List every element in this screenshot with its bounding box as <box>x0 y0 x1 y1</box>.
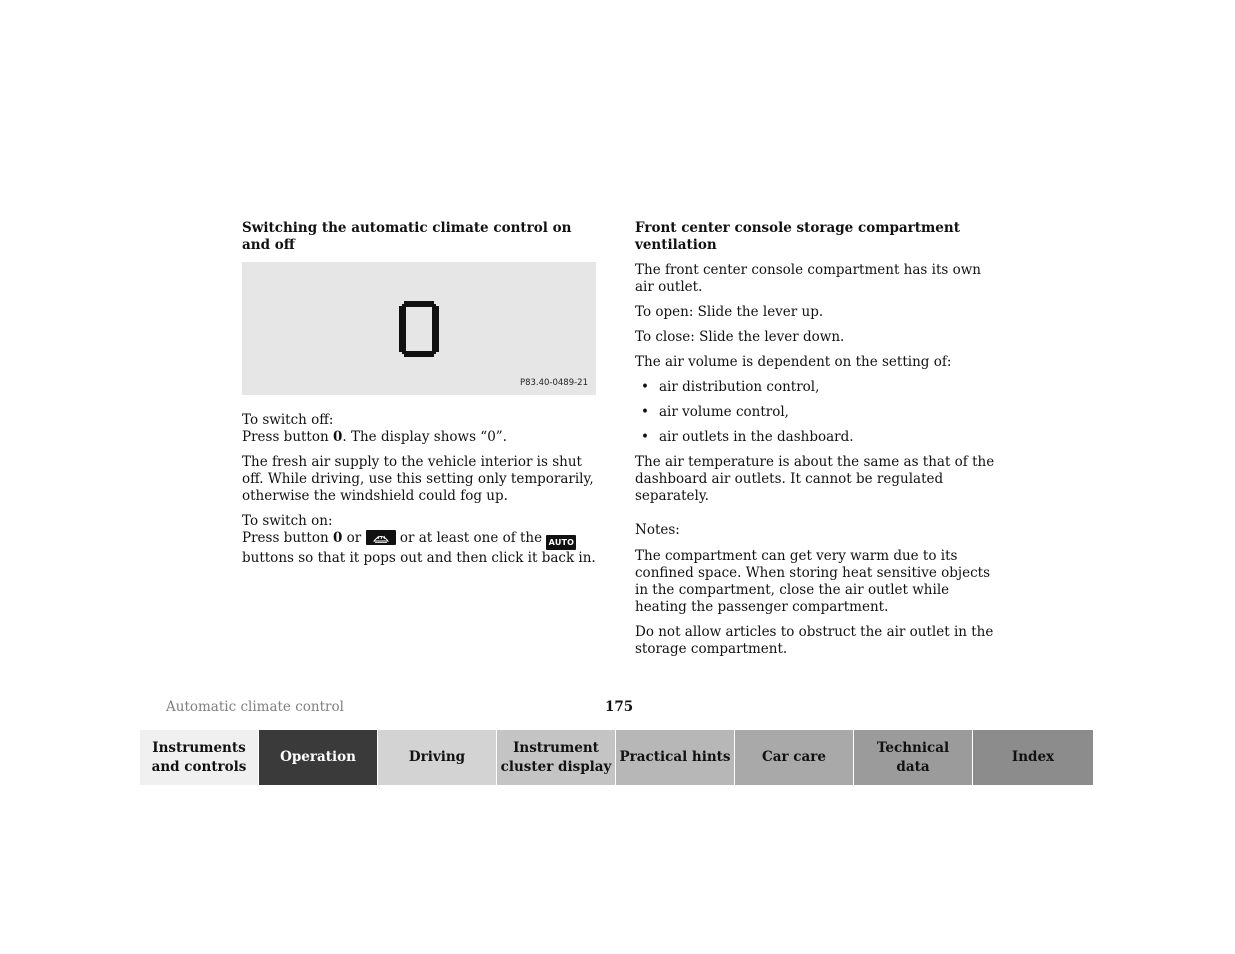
tab-label-line1: Technical <box>876 739 950 756</box>
switch-on-instruction <box>242 530 602 550</box>
tab-label-line1: Operation <box>280 749 356 765</box>
close-instruction: To close: Slide the lever down. <box>635 329 845 345</box>
button-zero-label: 0 <box>332 429 343 445</box>
notes-label: Notes: <box>635 522 680 538</box>
tab-label-line1: Car care <box>762 749 826 765</box>
list-item: • air volume control, <box>635 404 1000 421</box>
switch-off-pre: Press button <box>242 429 333 445</box>
tab-label-line2: and controls <box>151 758 247 775</box>
section-heading: Switching the automatic climate control on and off <box>242 220 572 253</box>
switch-on-continuation: buttons so that it pops out and then click it back in. <box>242 550 596 566</box>
tab-label-line1: Instrument <box>513 739 599 756</box>
tab-operation[interactable] <box>259 730 378 785</box>
page-number: 175 <box>605 699 634 715</box>
tab-label-line2: data <box>896 758 930 775</box>
tab-label-line1: Instruments <box>152 739 246 756</box>
auto-button-icon: AUTO <box>546 535 576 550</box>
switch-on-block <box>242 513 602 567</box>
seven-segment-zero-icon <box>399 301 439 357</box>
footer-section-title: Automatic climate control <box>166 699 344 715</box>
switch-on-mid: or at least one of the <box>395 530 547 546</box>
section-heading: Front center console storage compartment ventilation <box>635 220 960 253</box>
switch-on-pre: Press button <box>242 530 333 546</box>
tab-label-line1: Driving <box>408 749 466 765</box>
tab-label-line1: Practical hints <box>619 749 731 765</box>
switch-off-block <box>242 412 602 446</box>
tab-car-care[interactable] <box>735 730 854 785</box>
right-column <box>635 220 1000 666</box>
note-paragraph: Do not allow articles to obstruct the air outlet in the storage compartment. <box>635 624 994 657</box>
tab-label-line2: cluster display <box>500 758 612 775</box>
tab-instrument-cluster-display[interactable] <box>497 730 616 785</box>
chapter-navigation <box>140 730 1095 785</box>
tab-index[interactable] <box>973 730 1093 785</box>
figure-reference: P83.40-0489-21 <box>519 378 588 388</box>
switch-off-instruction <box>242 429 602 446</box>
dependency-paragraph: The air volume is dependent on the setting of: <box>635 354 952 370</box>
switch-off-post: . The display shows “0”. <box>342 429 507 445</box>
dependency-list <box>635 379 1000 446</box>
tab-technical-data[interactable] <box>854 730 973 785</box>
switch-on-or: or <box>342 530 366 546</box>
fresh-air-paragraph: The fresh air supply to the vehicle interior is shut off. While driving, use this setting only temporarily, otherwise the windshield could fog up. <box>242 454 594 504</box>
tab-practical-hints[interactable] <box>616 730 735 785</box>
left-column <box>242 220 602 575</box>
temperature-paragraph: The air temperature is about the same as that of the dashboard air outlets. It cannot be regulated separately. <box>635 454 995 504</box>
climate-display-figure <box>242 262 596 395</box>
switch-off-label: To switch off: <box>242 412 334 428</box>
tab-label-line1: Index <box>1011 749 1055 765</box>
note-paragraph: The compartment can get very warm due to its confined space. When storing heat sensitive objects in the compartment, close the air outlet while heating the passenger compartment. <box>635 548 990 615</box>
list-item: • air outlets in the dashboard. <box>635 429 1000 446</box>
tab-instruments-and-controls[interactable] <box>140 730 259 785</box>
button-zero-label: 0 <box>332 530 343 546</box>
switch-on-label: To switch on: <box>242 513 333 529</box>
windshield-defrost-icon <box>366 530 396 545</box>
list-item: • air distribution control, <box>635 379 1000 396</box>
open-instruction: To open: Slide the lever up. <box>635 304 824 320</box>
intro-paragraph: The front center console compartment has its own air outlet. <box>635 262 981 295</box>
tab-driving[interactable] <box>378 730 497 785</box>
